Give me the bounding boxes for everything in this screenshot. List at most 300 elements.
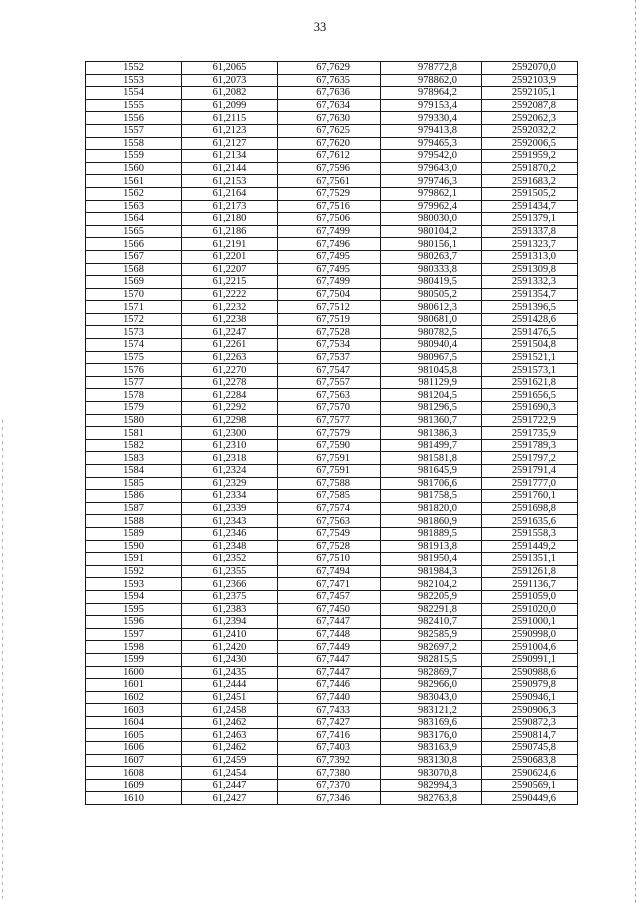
y-coordinate-cell: 2591870,2 bbox=[482, 162, 578, 175]
point-number-cell: 1570 bbox=[86, 288, 182, 301]
point-number-cell: 1565 bbox=[86, 225, 182, 238]
latitude-cell: 61,2127 bbox=[182, 137, 278, 150]
latitude-cell: 61,2263 bbox=[182, 351, 278, 364]
table-row bbox=[86, 578, 578, 591]
y-coordinate-cell: 2592103,9 bbox=[482, 74, 578, 87]
longitude-cell: 67,7506 bbox=[278, 213, 381, 226]
latitude-cell: 61,2186 bbox=[182, 225, 278, 238]
point-number-cell: 1560 bbox=[86, 162, 182, 175]
point-number-cell: 1595 bbox=[86, 603, 182, 616]
latitude-cell: 61,2458 bbox=[182, 704, 278, 717]
longitude-cell: 67,7447 bbox=[278, 616, 381, 629]
point-number-cell: 1573 bbox=[86, 326, 182, 339]
table-row bbox=[86, 704, 578, 717]
point-number-cell: 1580 bbox=[86, 414, 182, 427]
longitude-cell: 67,7516 bbox=[278, 200, 381, 213]
y-coordinate-cell: 2590872,3 bbox=[482, 716, 578, 729]
y-coordinate-cell: 2590745,8 bbox=[482, 742, 578, 755]
longitude-cell: 67,7588 bbox=[278, 477, 381, 490]
x-coordinate-cell: 980782,5 bbox=[381, 326, 482, 339]
latitude-cell: 61,2343 bbox=[182, 515, 278, 528]
y-coordinate-cell: 2590979,8 bbox=[482, 679, 578, 692]
y-coordinate-cell: 2591261,8 bbox=[482, 565, 578, 578]
x-coordinate-cell: 979413,8 bbox=[381, 124, 482, 137]
longitude-cell: 67,7561 bbox=[278, 175, 381, 188]
point-number-cell: 1554 bbox=[86, 87, 182, 100]
longitude-cell: 67,7499 bbox=[278, 276, 381, 289]
y-coordinate-cell: 2591621,8 bbox=[482, 376, 578, 389]
latitude-cell: 61,2298 bbox=[182, 414, 278, 427]
table-row bbox=[86, 716, 578, 729]
table-row bbox=[86, 414, 578, 427]
point-number-cell: 1588 bbox=[86, 515, 182, 528]
longitude-cell: 67,7510 bbox=[278, 553, 381, 566]
table-row bbox=[86, 238, 578, 251]
latitude-cell: 61,2355 bbox=[182, 565, 278, 578]
latitude-cell: 61,2410 bbox=[182, 628, 278, 641]
x-coordinate-cell: 980967,5 bbox=[381, 351, 482, 364]
table-row bbox=[86, 490, 578, 503]
point-number-cell: 1584 bbox=[86, 465, 182, 478]
latitude-cell: 61,2444 bbox=[182, 679, 278, 692]
point-number-cell: 1582 bbox=[86, 439, 182, 452]
point-number-cell: 1590 bbox=[86, 540, 182, 553]
y-coordinate-cell: 2590449,6 bbox=[482, 792, 578, 805]
x-coordinate-cell: 980156,1 bbox=[381, 238, 482, 251]
table-row bbox=[86, 628, 578, 641]
table-row bbox=[86, 87, 578, 100]
x-coordinate-cell: 982869,7 bbox=[381, 666, 482, 679]
table-row bbox=[86, 666, 578, 679]
latitude-cell: 61,2153 bbox=[182, 175, 278, 188]
point-number-cell: 1604 bbox=[86, 716, 182, 729]
y-coordinate-cell: 2591573,1 bbox=[482, 364, 578, 377]
x-coordinate-cell: 983121,2 bbox=[381, 704, 482, 717]
table-row bbox=[86, 729, 578, 742]
y-coordinate-cell: 2591323,7 bbox=[482, 238, 578, 251]
point-number-cell: 1599 bbox=[86, 653, 182, 666]
x-coordinate-cell: 981386,3 bbox=[381, 427, 482, 440]
point-number-cell: 1559 bbox=[86, 150, 182, 163]
y-coordinate-cell: 2591476,5 bbox=[482, 326, 578, 339]
longitude-cell: 67,7494 bbox=[278, 565, 381, 578]
latitude-cell: 61,2247 bbox=[182, 326, 278, 339]
latitude-cell: 61,2238 bbox=[182, 313, 278, 326]
table-row bbox=[86, 515, 578, 528]
longitude-cell: 67,7370 bbox=[278, 779, 381, 792]
longitude-cell: 67,7447 bbox=[278, 653, 381, 666]
latitude-cell: 61,2329 bbox=[182, 477, 278, 490]
table-row bbox=[86, 124, 578, 137]
latitude-cell: 61,2300 bbox=[182, 427, 278, 440]
x-coordinate-cell: 983163,9 bbox=[381, 742, 482, 755]
y-coordinate-cell: 2591136,7 bbox=[482, 578, 578, 591]
table-row bbox=[86, 767, 578, 780]
point-number-cell: 1555 bbox=[86, 99, 182, 112]
point-number-cell: 1597 bbox=[86, 628, 182, 641]
point-number-cell: 1589 bbox=[86, 527, 182, 540]
y-coordinate-cell: 2592006,5 bbox=[482, 137, 578, 150]
longitude-cell: 67,7612 bbox=[278, 150, 381, 163]
latitude-cell: 61,2375 bbox=[182, 590, 278, 603]
coordinates-table bbox=[85, 61, 578, 805]
y-coordinate-cell: 2591789,3 bbox=[482, 439, 578, 452]
point-number-cell: 1556 bbox=[86, 112, 182, 125]
longitude-cell: 67,7433 bbox=[278, 704, 381, 717]
y-coordinate-cell: 2591635,6 bbox=[482, 515, 578, 528]
x-coordinate-cell: 979962,4 bbox=[381, 200, 482, 213]
point-number-cell: 1558 bbox=[86, 137, 182, 150]
point-number-cell: 1568 bbox=[86, 263, 182, 276]
longitude-cell: 67,7528 bbox=[278, 540, 381, 553]
x-coordinate-cell: 980940,4 bbox=[381, 339, 482, 352]
y-coordinate-cell: 2592062,3 bbox=[482, 112, 578, 125]
table-row bbox=[86, 779, 578, 792]
x-coordinate-cell: 982410,7 bbox=[381, 616, 482, 629]
point-number-cell: 1567 bbox=[86, 250, 182, 263]
table-row bbox=[86, 465, 578, 478]
latitude-cell: 61,2366 bbox=[182, 578, 278, 591]
scan-edge-left bbox=[2, 420, 3, 900]
x-coordinate-cell: 981645,9 bbox=[381, 465, 482, 478]
longitude-cell: 67,7547 bbox=[278, 364, 381, 377]
x-coordinate-cell: 982585,9 bbox=[381, 628, 482, 641]
x-coordinate-cell: 981984,3 bbox=[381, 565, 482, 578]
y-coordinate-cell: 2591379,1 bbox=[482, 213, 578, 226]
y-coordinate-cell: 2591690,3 bbox=[482, 402, 578, 415]
x-coordinate-cell: 980681,0 bbox=[381, 313, 482, 326]
latitude-cell: 61,2123 bbox=[182, 124, 278, 137]
point-number-cell: 1596 bbox=[86, 616, 182, 629]
table-row bbox=[86, 376, 578, 389]
x-coordinate-cell: 981045,8 bbox=[381, 364, 482, 377]
y-coordinate-cell: 2591521,1 bbox=[482, 351, 578, 364]
longitude-cell: 67,7577 bbox=[278, 414, 381, 427]
y-coordinate-cell: 2590569,1 bbox=[482, 779, 578, 792]
longitude-cell: 67,7574 bbox=[278, 502, 381, 515]
table-row bbox=[86, 389, 578, 402]
y-coordinate-cell: 2590683,8 bbox=[482, 754, 578, 767]
longitude-cell: 67,7448 bbox=[278, 628, 381, 641]
x-coordinate-cell: 980419,5 bbox=[381, 276, 482, 289]
y-coordinate-cell: 2590624,6 bbox=[482, 767, 578, 780]
x-coordinate-cell: 980505,2 bbox=[381, 288, 482, 301]
point-number-cell: 1583 bbox=[86, 452, 182, 465]
longitude-cell: 67,7403 bbox=[278, 742, 381, 755]
table-row bbox=[86, 213, 578, 226]
x-coordinate-cell: 982994,3 bbox=[381, 779, 482, 792]
table-row bbox=[86, 653, 578, 666]
table-row bbox=[86, 112, 578, 125]
table-row bbox=[86, 225, 578, 238]
latitude-cell: 61,2201 bbox=[182, 250, 278, 263]
x-coordinate-cell: 982815,5 bbox=[381, 653, 482, 666]
point-number-cell: 1605 bbox=[86, 729, 182, 742]
y-coordinate-cell: 2591434,7 bbox=[482, 200, 578, 213]
longitude-cell: 67,7620 bbox=[278, 137, 381, 150]
latitude-cell: 61,2065 bbox=[182, 62, 278, 75]
y-coordinate-cell: 2591004,6 bbox=[482, 641, 578, 654]
point-number-cell: 1557 bbox=[86, 124, 182, 137]
y-coordinate-cell: 2591396,5 bbox=[482, 301, 578, 314]
x-coordinate-cell: 981129,9 bbox=[381, 376, 482, 389]
y-coordinate-cell: 2591777,0 bbox=[482, 477, 578, 490]
x-coordinate-cell: 978862,0 bbox=[381, 74, 482, 87]
latitude-cell: 61,2459 bbox=[182, 754, 278, 767]
x-coordinate-cell: 979542,0 bbox=[381, 150, 482, 163]
latitude-cell: 61,2310 bbox=[182, 439, 278, 452]
y-coordinate-cell: 2590991,1 bbox=[482, 653, 578, 666]
y-coordinate-cell: 2591722,9 bbox=[482, 414, 578, 427]
x-coordinate-cell: 979862,1 bbox=[381, 187, 482, 200]
table-row bbox=[86, 62, 578, 75]
y-coordinate-cell: 2592105,1 bbox=[482, 87, 578, 100]
latitude-cell: 61,2318 bbox=[182, 452, 278, 465]
table-row bbox=[86, 603, 578, 616]
table-row bbox=[86, 477, 578, 490]
point-number-cell: 1563 bbox=[86, 200, 182, 213]
latitude-cell: 61,2134 bbox=[182, 150, 278, 163]
longitude-cell: 67,7346 bbox=[278, 792, 381, 805]
y-coordinate-cell: 2591698,8 bbox=[482, 502, 578, 515]
point-number-cell: 1564 bbox=[86, 213, 182, 226]
point-number-cell: 1553 bbox=[86, 74, 182, 87]
x-coordinate-cell: 979465,3 bbox=[381, 137, 482, 150]
y-coordinate-cell: 2591351,1 bbox=[482, 553, 578, 566]
point-number-cell: 1578 bbox=[86, 389, 182, 402]
latitude-cell: 61,2430 bbox=[182, 653, 278, 666]
table-row bbox=[86, 527, 578, 540]
y-coordinate-cell: 2592032,2 bbox=[482, 124, 578, 137]
table-row bbox=[86, 162, 578, 175]
x-coordinate-cell: 983176,0 bbox=[381, 729, 482, 742]
table-row bbox=[86, 187, 578, 200]
y-coordinate-cell: 2591000,1 bbox=[482, 616, 578, 629]
latitude-cell: 61,2207 bbox=[182, 263, 278, 276]
x-coordinate-cell: 983043,0 bbox=[381, 691, 482, 704]
x-coordinate-cell: 981296,5 bbox=[381, 402, 482, 415]
point-number-cell: 1585 bbox=[86, 477, 182, 490]
table-row bbox=[86, 439, 578, 452]
y-coordinate-cell: 2591059,0 bbox=[482, 590, 578, 603]
longitude-cell: 67,7519 bbox=[278, 313, 381, 326]
coordinates-table-container bbox=[85, 61, 578, 805]
x-coordinate-cell: 979643,0 bbox=[381, 162, 482, 175]
table-row bbox=[86, 402, 578, 415]
x-coordinate-cell: 978772,8 bbox=[381, 62, 482, 75]
point-number-cell: 1602 bbox=[86, 691, 182, 704]
point-number-cell: 1571 bbox=[86, 301, 182, 314]
y-coordinate-cell: 2590988,6 bbox=[482, 666, 578, 679]
longitude-cell: 67,7635 bbox=[278, 74, 381, 87]
table-row bbox=[86, 326, 578, 339]
latitude-cell: 61,2261 bbox=[182, 339, 278, 352]
latitude-cell: 61,2115 bbox=[182, 112, 278, 125]
x-coordinate-cell: 982966,0 bbox=[381, 679, 482, 692]
x-coordinate-cell: 981499,7 bbox=[381, 439, 482, 452]
point-number-cell: 1576 bbox=[86, 364, 182, 377]
latitude-cell: 61,2324 bbox=[182, 465, 278, 478]
longitude-cell: 67,7625 bbox=[278, 124, 381, 137]
longitude-cell: 67,7590 bbox=[278, 439, 381, 452]
point-number-cell: 1577 bbox=[86, 376, 182, 389]
table-row bbox=[86, 590, 578, 603]
x-coordinate-cell: 981360,7 bbox=[381, 414, 482, 427]
point-number-cell: 1566 bbox=[86, 238, 182, 251]
table-row bbox=[86, 99, 578, 112]
point-number-cell: 1609 bbox=[86, 779, 182, 792]
latitude-cell: 61,2383 bbox=[182, 603, 278, 616]
x-coordinate-cell: 979746,3 bbox=[381, 175, 482, 188]
longitude-cell: 67,7495 bbox=[278, 250, 381, 263]
point-number-cell: 1579 bbox=[86, 402, 182, 415]
latitude-cell: 61,2278 bbox=[182, 376, 278, 389]
longitude-cell: 67,7447 bbox=[278, 666, 381, 679]
x-coordinate-cell: 983169,6 bbox=[381, 716, 482, 729]
latitude-cell: 61,2144 bbox=[182, 162, 278, 175]
point-number-cell: 1610 bbox=[86, 792, 182, 805]
latitude-cell: 61,2394 bbox=[182, 616, 278, 629]
longitude-cell: 67,7449 bbox=[278, 641, 381, 654]
longitude-cell: 67,7570 bbox=[278, 402, 381, 415]
latitude-cell: 61,2099 bbox=[182, 99, 278, 112]
point-number-cell: 1587 bbox=[86, 502, 182, 515]
latitude-cell: 61,2284 bbox=[182, 389, 278, 402]
longitude-cell: 67,7591 bbox=[278, 452, 381, 465]
y-coordinate-cell: 2591332,3 bbox=[482, 276, 578, 289]
table-row bbox=[86, 339, 578, 352]
latitude-cell: 61,2292 bbox=[182, 402, 278, 415]
longitude-cell: 67,7563 bbox=[278, 515, 381, 528]
x-coordinate-cell: 983070,8 bbox=[381, 767, 482, 780]
longitude-cell: 67,7457 bbox=[278, 590, 381, 603]
latitude-cell: 61,2191 bbox=[182, 238, 278, 251]
longitude-cell: 67,7636 bbox=[278, 87, 381, 100]
latitude-cell: 61,2427 bbox=[182, 792, 278, 805]
latitude-cell: 61,2222 bbox=[182, 288, 278, 301]
point-number-cell: 1594 bbox=[86, 590, 182, 603]
table-row bbox=[86, 553, 578, 566]
table-row bbox=[86, 150, 578, 163]
point-number-cell: 1600 bbox=[86, 666, 182, 679]
y-coordinate-cell: 2591309,8 bbox=[482, 263, 578, 276]
scan-edge-right bbox=[635, 0, 636, 905]
x-coordinate-cell: 981820,0 bbox=[381, 502, 482, 515]
point-number-cell: 1598 bbox=[86, 641, 182, 654]
longitude-cell: 67,7529 bbox=[278, 187, 381, 200]
table-row bbox=[86, 679, 578, 692]
longitude-cell: 67,7579 bbox=[278, 427, 381, 440]
x-coordinate-cell: 981913,8 bbox=[381, 540, 482, 553]
latitude-cell: 61,2462 bbox=[182, 716, 278, 729]
table-row bbox=[86, 288, 578, 301]
longitude-cell: 67,7496 bbox=[278, 238, 381, 251]
y-coordinate-cell: 2590946,1 bbox=[482, 691, 578, 704]
y-coordinate-cell: 2592087,8 bbox=[482, 99, 578, 112]
table-row bbox=[86, 74, 578, 87]
longitude-cell: 67,7504 bbox=[278, 288, 381, 301]
longitude-cell: 67,7471 bbox=[278, 578, 381, 591]
latitude-cell: 61,2082 bbox=[182, 87, 278, 100]
point-number-cell: 1575 bbox=[86, 351, 182, 364]
x-coordinate-cell: 982291,8 bbox=[381, 603, 482, 616]
longitude-cell: 67,7512 bbox=[278, 301, 381, 314]
longitude-cell: 67,7537 bbox=[278, 351, 381, 364]
y-coordinate-cell: 2591797,2 bbox=[482, 452, 578, 465]
latitude-cell: 61,2463 bbox=[182, 729, 278, 742]
table-row bbox=[86, 742, 578, 755]
y-coordinate-cell: 2591313,0 bbox=[482, 250, 578, 263]
table-row bbox=[86, 351, 578, 364]
latitude-cell: 61,2348 bbox=[182, 540, 278, 553]
point-number-cell: 1562 bbox=[86, 187, 182, 200]
table-row bbox=[86, 452, 578, 465]
longitude-cell: 67,7585 bbox=[278, 490, 381, 503]
y-coordinate-cell: 2591656,5 bbox=[482, 389, 578, 402]
latitude-cell: 61,2339 bbox=[182, 502, 278, 515]
table-row bbox=[86, 301, 578, 314]
latitude-cell: 61,2346 bbox=[182, 527, 278, 540]
longitude-cell: 67,7557 bbox=[278, 376, 381, 389]
table-row bbox=[86, 175, 578, 188]
coordinates-table-body bbox=[86, 62, 578, 805]
x-coordinate-cell: 981860,9 bbox=[381, 515, 482, 528]
x-coordinate-cell: 981706,6 bbox=[381, 477, 482, 490]
latitude-cell: 61,2462 bbox=[182, 742, 278, 755]
latitude-cell: 61,2451 bbox=[182, 691, 278, 704]
table-row bbox=[86, 691, 578, 704]
y-coordinate-cell: 2590906,3 bbox=[482, 704, 578, 717]
y-coordinate-cell: 2591683,2 bbox=[482, 175, 578, 188]
y-coordinate-cell: 2592070,0 bbox=[482, 62, 578, 75]
x-coordinate-cell: 981204,5 bbox=[381, 389, 482, 402]
latitude-cell: 61,2270 bbox=[182, 364, 278, 377]
longitude-cell: 67,7416 bbox=[278, 729, 381, 742]
x-coordinate-cell: 980612,3 bbox=[381, 301, 482, 314]
x-coordinate-cell: 979153,4 bbox=[381, 99, 482, 112]
latitude-cell: 61,2334 bbox=[182, 490, 278, 503]
table-row bbox=[86, 616, 578, 629]
y-coordinate-cell: 2591354,7 bbox=[482, 288, 578, 301]
table-row bbox=[86, 137, 578, 150]
y-coordinate-cell: 2591558,3 bbox=[482, 527, 578, 540]
latitude-cell: 61,2447 bbox=[182, 779, 278, 792]
point-number-cell: 1592 bbox=[86, 565, 182, 578]
x-coordinate-cell: 979330,4 bbox=[381, 112, 482, 125]
x-coordinate-cell: 982205,9 bbox=[381, 590, 482, 603]
x-coordinate-cell: 983130,8 bbox=[381, 754, 482, 767]
point-number-cell: 1593 bbox=[86, 578, 182, 591]
y-coordinate-cell: 2591735,9 bbox=[482, 427, 578, 440]
table-row bbox=[86, 200, 578, 213]
x-coordinate-cell: 980333,8 bbox=[381, 263, 482, 276]
x-coordinate-cell: 981581,8 bbox=[381, 452, 482, 465]
point-number-cell: 1607 bbox=[86, 754, 182, 767]
table-row bbox=[86, 276, 578, 289]
point-number-cell: 1606 bbox=[86, 742, 182, 755]
point-number-cell: 1569 bbox=[86, 276, 182, 289]
page-number: 33 bbox=[313, 20, 327, 34]
longitude-cell: 67,7380 bbox=[278, 767, 381, 780]
longitude-cell: 67,7499 bbox=[278, 225, 381, 238]
longitude-cell: 67,7440 bbox=[278, 691, 381, 704]
table-row bbox=[86, 792, 578, 805]
point-number-cell: 1574 bbox=[86, 339, 182, 352]
x-coordinate-cell: 981758,5 bbox=[381, 490, 482, 503]
x-coordinate-cell: 978964,2 bbox=[381, 87, 482, 100]
longitude-cell: 67,7634 bbox=[278, 99, 381, 112]
table-row bbox=[86, 565, 578, 578]
